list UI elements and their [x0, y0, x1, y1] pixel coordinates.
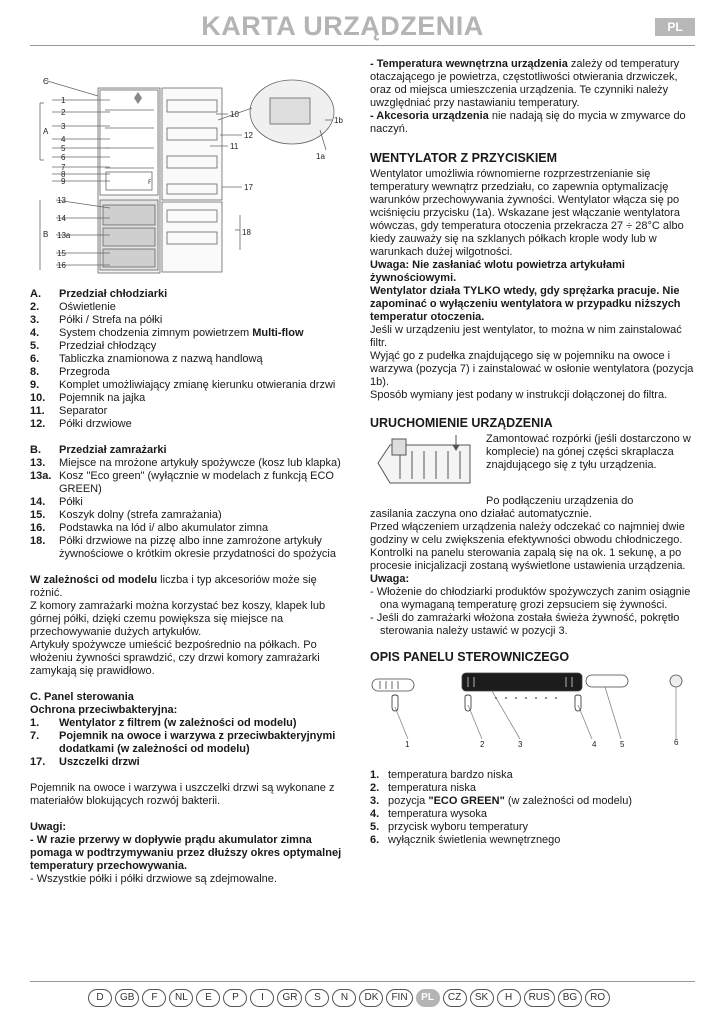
- list-item: 1. Wentylator z filtrem (w zależności od modelu): [30, 717, 297, 729]
- compartment-b-list: [30, 444, 350, 561]
- fridge-illustration: [30, 60, 350, 282]
- callout-18: 18: [242, 228, 251, 237]
- uwagi-left: Uwagi: - W razie przerwy w dopływie prądu akumulator zimna pomaga w podtrzymywaniu przez dłuższy okres optymalnej temperatury przechowywania. - Wszystkie półki i półki drzwiowe są zdejmowalne.: [30, 821, 342, 885]
- callout-A: A: [43, 127, 49, 136]
- panel-desc-list: [370, 769, 700, 847]
- panel-c-section: C. Panel sterowania Ochrona przeciwbakteryjna: 1. Wentylator z filtrem (w zależności od modelu) 7. Pojemnik na owoce i warzywa z przeciwbakteryjnymi dodatkami (w zależności od modelu) 17. Uszczelki drzwi: [30, 691, 350, 769]
- callout-6: 6: [61, 153, 66, 162]
- list-item: 6. wyłącznik świetlenia wewnętrznego: [370, 834, 561, 846]
- language-GR[interactable]: GR: [277, 989, 302, 1007]
- panel-callout-5: 5: [620, 740, 625, 749]
- fan-section: Wentylator umożliwia równomierne rozprzestrzenianie się temperatury wewnątrz przedziału, co zapewnia optymalizację warunków przechowywania żywności. Wentylator włącza się po wciśnięciu przycisku (1a). Wskazane jest włączanie wentylatora wówczas, gdy temperatura otoczenia przekracza 27 ÷ 28°C albo kiedy zauważy się na szklanych półkach krople wody lub w warunkach dużej wilgotności. Uwaga: Nie zasłaniać wlotu powietrza artykułami żywnościowymi. Wentylator działa TYLKO wtedy, gdy sprężarka pracuje. Nie zapominać o wyłączeniu wentylatora w przypadku niższych temperatur otoczenia. Jeśli w urządzeniu jest wentylator, to można w nim zainstalować filtr. Wyjąć go z pudełka znajdującego się w pojemniku na owoce i warzywa (pozycja 7) i zainstalować w osłonie wentylatora (pozycja 1b). Sposób wymiany jest podany w instrukcji dołączonej do filtra.: [370, 168, 694, 401]
- language-I[interactable]: I: [250, 989, 274, 1007]
- list-item: 3. Półki / Strefa na półki: [30, 314, 163, 326]
- fridge-diagram: [30, 60, 350, 282]
- list-item: 11. Separator: [30, 405, 108, 417]
- callout-16: 16: [57, 261, 66, 270]
- left-column: [30, 60, 350, 886]
- callout-10: 10: [230, 110, 239, 119]
- footer-divider: [30, 981, 695, 982]
- control-panel-diagram: [370, 669, 700, 769]
- callout-11: 11: [230, 142, 239, 151]
- header-divider: [30, 45, 695, 46]
- language-BG[interactable]: BG: [558, 989, 582, 1007]
- startup-section: Zamontować rozpórki (jeśli dostarczono w komplecie) na gónej części skraplacza znajdującego się z tyłu urządzenia. Po podłączeniu urządzenia do zasilania zaczyna ono działać automatycznie. Przed włączeniem urządzenia należy odczekać co najmniej dwie godziny w celu zwiększenia efektywności obwodu chłodniczego. Kontrolki na panelu sterowania zapalą się na ok. 1 sekunę, a po procesie inicjalizacji zostaną wyświetlone ustawienia urządzenia. Uwaga: - Włożenie do chłodziarki produktów spożywczych zanim osiągnie ona wymaganą temperaturę grozi zepsuciem się żywności. - Jeśli do zamrażarki włożona została świeża żywność, pokrętło sterowania należy ustawić w pozycji 3.: [370, 433, 691, 637]
- callout-13a: 13a: [57, 231, 71, 240]
- language-selector: [88, 989, 648, 1009]
- list-item: 10. Pojemnik na jajka: [30, 392, 146, 404]
- list-item: 16. Podstawka na lód i/ albo akumulator zimna: [30, 522, 269, 534]
- callout-14: 14: [57, 214, 66, 223]
- product-mark-text: F: [148, 179, 152, 186]
- language-P[interactable]: P: [223, 989, 247, 1007]
- language-CZ[interactable]: CZ: [443, 989, 467, 1007]
- panel-callout-6: 6: [674, 738, 679, 747]
- list-item: 12. Półki drzwiowe: [30, 418, 132, 430]
- right-column: [370, 58, 700, 847]
- language-DK[interactable]: DK: [359, 989, 383, 1007]
- list-item: 6. Tabliczka znamionowa z nazwą handlową: [30, 353, 263, 365]
- callout-8: 8: [61, 170, 66, 179]
- condenser-illustration: [370, 433, 482, 493]
- list-item: 4. System chodzenia zimnym powietrzem Multi-flow: [30, 327, 304, 339]
- panel-desc-title: OPIS PANELU STEROWNICZEGO: [370, 650, 570, 664]
- language-SK[interactable]: SK: [470, 989, 494, 1007]
- callout-12: 12: [244, 131, 253, 140]
- language-E[interactable]: E: [196, 989, 220, 1007]
- panel-callout-3: 3: [518, 740, 523, 749]
- list-item: 2. Oświetlenie: [30, 301, 116, 313]
- callout-C: C: [43, 77, 49, 86]
- panel-callout-2: 2: [480, 740, 485, 749]
- startup-title: URUCHOMIENIE URZĄDZENIA: [370, 416, 553, 430]
- list-item: 13a. Kosz "Eco green" (wyłącznie w modelach z funkcją ECO GREEN): [30, 470, 334, 495]
- language-N[interactable]: N: [332, 989, 356, 1007]
- fan-title: WENTYLATOR Z PRZYCISKIEM: [370, 151, 558, 165]
- callout-1b: 1b: [334, 116, 343, 125]
- list-item: 18. Półki drzwiowe na pizzę albo inne zamrożone artykuły żywnościowe o krótkim okresie przydatności do spożycia: [30, 535, 336, 560]
- list-item: 17. Uszczelki drzwi: [30, 756, 140, 768]
- list-item: 4. temperatura wysoka: [370, 808, 488, 820]
- callout-3: 3: [61, 122, 66, 131]
- callout-4: 4: [61, 135, 66, 144]
- language-H[interactable]: H: [497, 989, 521, 1007]
- language-GB[interactable]: GB: [115, 989, 139, 1007]
- language-D[interactable]: D: [88, 989, 112, 1007]
- language-F[interactable]: F: [142, 989, 166, 1007]
- control-panel-illustration: [370, 669, 700, 751]
- list-item: 7. Pojemnik na owoce i warzywa z przeciwbakteryjnymi dodatkami (w zależności od modelu): [30, 730, 336, 755]
- callout-B: B: [43, 230, 49, 239]
- list-item: B. Przedział zamrażarki: [30, 444, 167, 456]
- temperature-note: - Temperatura wewnętrzna urządzenia zależy od temperatury otaczającego je powietrza, częstotliwości otwierania drzwiczek, oraz od miejsca umieszczenia urządzenia. Te czynniki należy uwzględniać przy nastawianiu temperatury. - Akcesoria urządzenia nie nadają się do mycia w zmywarce do naczyń.: [370, 58, 686, 135]
- language-S[interactable]: S: [305, 989, 329, 1007]
- language-RO[interactable]: RO: [585, 989, 610, 1007]
- callout-5: 5: [61, 144, 66, 153]
- callout-13: 13: [57, 196, 66, 205]
- panel-callout-4: 4: [592, 740, 597, 749]
- callout-17: 17: [244, 183, 253, 192]
- language-badge: PL: [655, 18, 695, 36]
- callout-2: 2: [61, 108, 66, 117]
- model-note: W zależności od modelu liczba i typ akcesoriów może się rożnić. Z komory zamrażarki można korzystać bez koszy, klapek lub górnej półki, dzięki czemu powiększa się miejsce na przechowywanie dużych artykułów. Artykuły spożywcze umieścić bezpośrednio na półkach. Po włożeniu żywności sprawdzić, czy drzwi komory zamrażarki zamykają się prawidłowo.: [30, 574, 326, 677]
- list-item: 1. temperatura bardzo niska: [370, 769, 513, 781]
- panel-c-after: Pojemnik na owoce i warzywa i uszczelki drzwi są wykonane z materiałów blokujących rozwój bakterii.: [30, 782, 335, 807]
- list-item: A. Przedział chłodziarki: [30, 288, 168, 300]
- list-item: 14. Półki: [30, 496, 83, 508]
- list-item: 3. pozycja "ECO GREEN" (w zależności od modelu): [370, 795, 632, 807]
- language-FIN[interactable]: FIN: [386, 989, 412, 1007]
- list-item: 2. temperatura niska: [370, 782, 477, 794]
- callout-15: 15: [57, 249, 66, 258]
- list-item: 9. Komplet umożliwiający zmianę kierunku otwierania drzwi: [30, 379, 336, 391]
- callout-7: 7: [61, 163, 66, 172]
- compartment-a-list: [30, 288, 350, 431]
- list-item: 5. przycisk wyboru temperatury: [370, 821, 528, 833]
- callout-9: 9: [61, 177, 66, 186]
- list-item: 13. Miejsce na mrożone artykuły spożywcze (kosz lub klapka): [30, 457, 341, 469]
- language-RUS[interactable]: RUS: [524, 989, 555, 1007]
- callout-1: 1: [61, 96, 66, 105]
- panel-callout-1: 1: [405, 740, 410, 749]
- list-item: 8. Przegroda: [30, 366, 110, 378]
- callout-1a: 1a: [316, 152, 325, 161]
- language-NL[interactable]: NL: [169, 989, 193, 1007]
- page-title: KARTA URZĄDZENIA: [201, 11, 484, 41]
- language-PL[interactable]: PL: [416, 989, 440, 1007]
- page-header: [30, 10, 695, 42]
- list-item: 15. Koszyk dolny (strefa zamrażania): [30, 509, 222, 521]
- list-item: 5. Przedział chłodzący: [30, 340, 157, 352]
